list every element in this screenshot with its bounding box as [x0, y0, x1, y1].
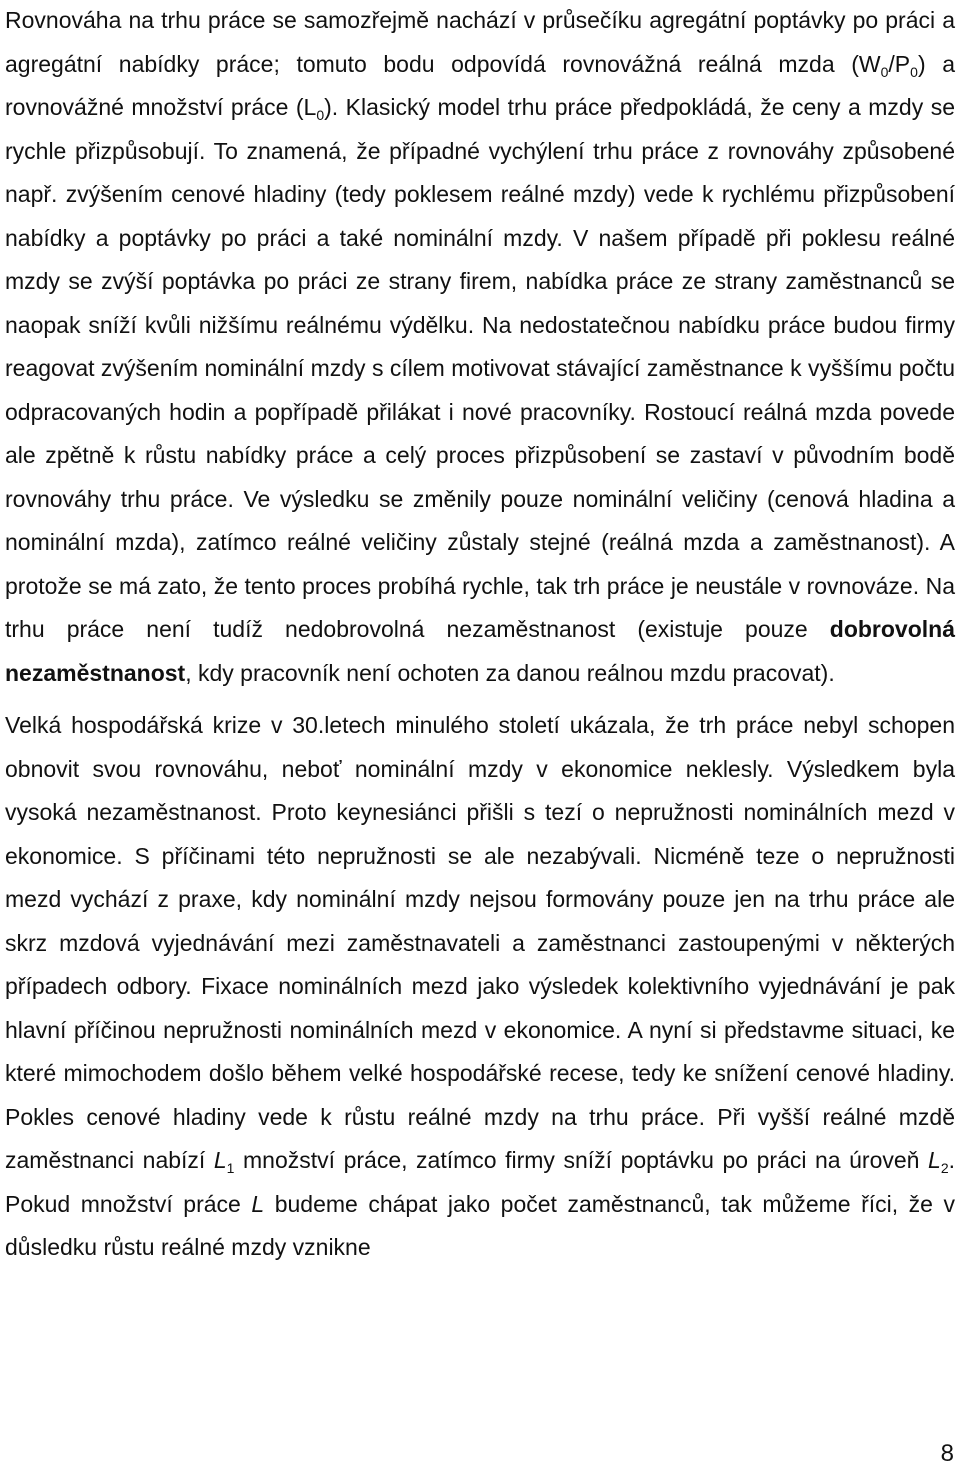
italic-variable: L [928, 1147, 941, 1173]
text-segment: , kdy pracovník není ochoten za danou reálnou mzdu pracovat). [185, 659, 835, 686]
bold-term: dobrovolná nezaměstnanost [5, 616, 955, 686]
subscript: 2 [940, 1160, 949, 1176]
italic-variable: L [213, 1147, 227, 1173]
text-segment: /P [888, 50, 911, 77]
text-segment: množství práce, zatímco firmy sníží poptávku po práci na úroveň [234, 1147, 929, 1173]
subscript: 0 [910, 63, 918, 80]
paragraph-great-depression [5, 704, 955, 1270]
text-segment: Velká hospodářská krize v 30.letech minulého století ukázala, že trh práce nebyl schopen obnovit svou rovnováhu, neboť nominální mzdy v ekonomice neklesly. Výsledkem byla vysoká nezaměstnanost. Proto keynesiánci přišli s tezí o nepružnosti nominálních mezd v ekonomice. S příčinami této nepružnosti se ale nezabývali. Nicméně teze o nepružnosti mezd vychází z praxe, kdy nominální mzdy nejsou formovány pouze jen na trhu práce ale skrz mzdová vyjednávání mezi zaměstnavateli a zaměstnanci zastoupenými v některých případech odbory. Fixace nominálních mezd jako výsledek kolektivního vyjednávání je pak hlavní příčinou nepružnosti nominálních mezd v ekonomice. A nyní si představme situaci, ke které mimochodem došlo během velké hospodářské recese, tedy ke snížení cenové hladiny. Pokles cenové hladiny vede k růstu reálné mzdy na trhu práce. Při vyšší reálné mzdě zaměstnanci nabízí [5, 712, 955, 1173]
subscript: 0 [316, 107, 325, 123]
subscript: 0 [880, 63, 889, 80]
italic-variable: L [251, 1190, 265, 1217]
text-segment: ). Klasický model trhu práce předpokládá, že ceny a mzdy se rychle přizpůsobují. To znamená, že případné vychýlení trhu práce z rovnováhy způsobené např. zvýšením cenové hladiny (tedy poklesem reálné mzdy) vede k rychlému přizpůsobení nabídky a poptávky po práci a také nominální mzdy. V našem případě při poklesu reálné mzdy se zvýší poptávka po práci ze strany firem, nabídka práce ze strany zaměstnanců se naopak sníží kvůli nižšímu reálnému výdělku. Na nedostatečnou nabídku práce budou firmy reagovat zvýšením nominální mzdy s cílem motivovat stávající zaměstnance k vyššímu počtu odpracovaných hodin a popřípadě přilákat i nové pracovníky. Rostoucí reálná mzda povede ale zpětně k růstu nabídky práce a celý proces přizpůsobení se zastaví v původním bodě rovnováhy trhu práce. Ve výsledku se změnily pouze nominální veličiny (cenová hladina a nominální mzda), zatímco reálné veličiny zůstaly stejné (reálná mzda a zaměstnanost). A protože se má zato, že tento proces probíhá rychle, tak trh práce je neustále v rovnováze. Na trhu práce není tudíž nedobrovolná nezaměstnanost (existuje pouze [5, 94, 955, 642]
text-segment: Rovnováha na trhu práce se samozřejmě nachází v průsečíku agregátní poptávky po práci a agregátní nabídky práce; tomuto bodu odpovídá rovnovážná reálná mzda (W [5, 7, 955, 77]
document-page [5, 0, 955, 1270]
page-number: 8 [940, 1440, 954, 1467]
text-segment: . Pokud množství práce [5, 1147, 955, 1217]
text-segment: budeme chápat jako počet zaměstnanců, tak můžeme říci, že v důsledku růstu reálné mzdy vznikne [5, 1190, 956, 1260]
text-segment: ) a rovnovážné množství práce (L [5, 50, 955, 120]
subscript: 1 [226, 1160, 235, 1176]
paragraph-labor-market-equilibrium [5, 0, 955, 695]
